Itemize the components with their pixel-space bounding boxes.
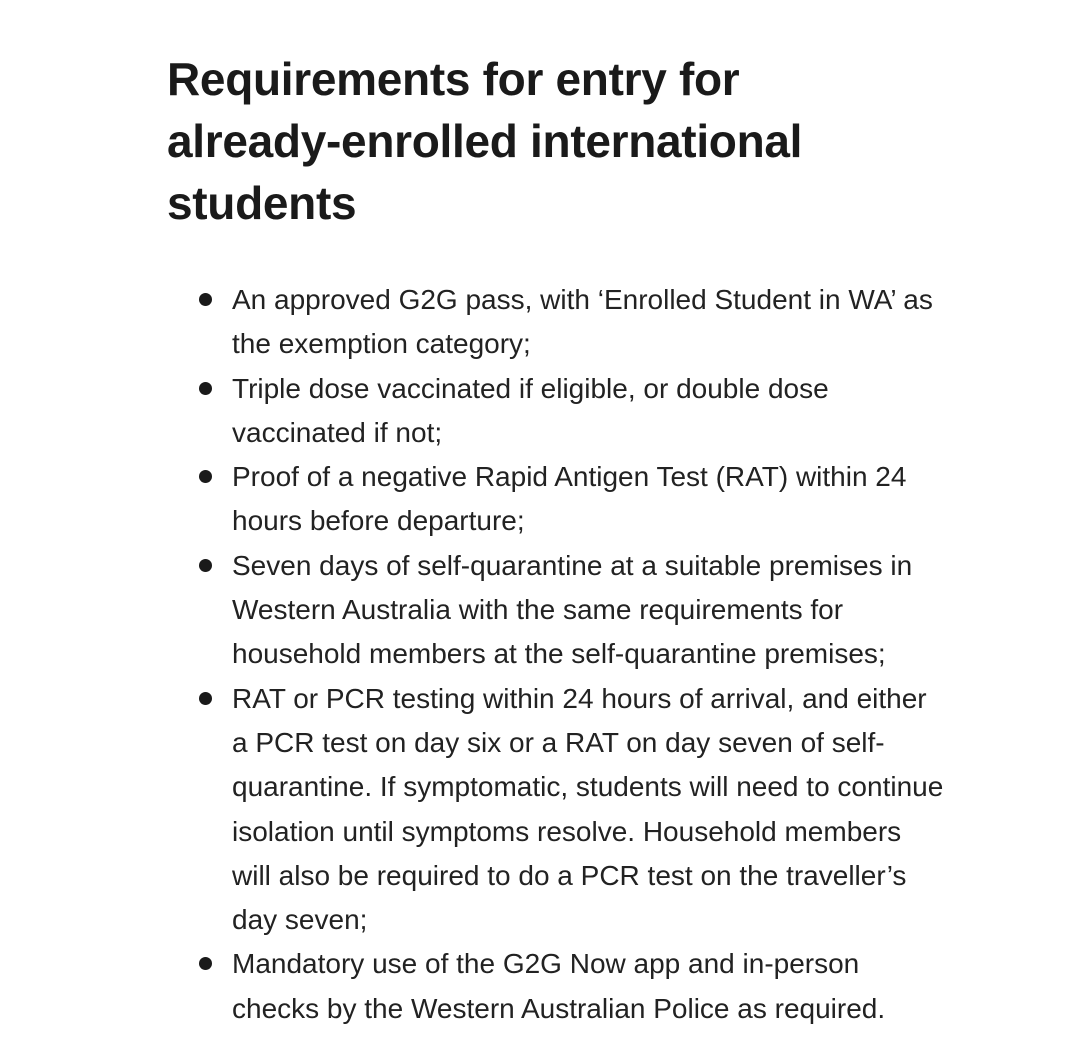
list-item bbox=[199, 367, 947, 456]
bullet-icon bbox=[199, 692, 212, 705]
bullet-icon bbox=[199, 293, 212, 306]
list-item bbox=[199, 942, 947, 1031]
bullet-icon bbox=[199, 957, 212, 970]
requirements-list bbox=[199, 278, 947, 1031]
list-item bbox=[199, 677, 947, 943]
bullet-icon bbox=[199, 559, 212, 572]
bullet-icon bbox=[199, 382, 212, 395]
list-item-text: Triple dose vaccinated if eligible, or double dose vaccinated if not; bbox=[232, 372, 829, 448]
list-item-text: An approved G2G pass, with ‘Enrolled Student in WA’ as the exemption category; bbox=[232, 284, 933, 360]
list-item bbox=[199, 455, 947, 544]
page-title: Requirements for entry for already-enrolled international students bbox=[167, 53, 803, 229]
list-item-text: Proof of a negative Rapid Antigen Test (RAT) within 24 hours before departure; bbox=[232, 461, 907, 537]
list-item bbox=[199, 544, 947, 677]
list-item-text: Mandatory use of the G2G Now app and in-person checks by the Western Australian Police as required. bbox=[232, 948, 886, 1024]
article bbox=[167, 48, 967, 1024]
list-item bbox=[199, 278, 947, 367]
bullet-icon bbox=[199, 470, 212, 483]
list-item-text: Seven days of self-quarantine at a suitable premises in Western Australia with the same requirements for household members at the self-quarantine premises; bbox=[232, 549, 913, 670]
list-item-text: RAT or PCR testing within 24 hours of arrival, and either a PCR test on day six or a RAT on day seven of self-quarantine. If symptomatic, students will need to continue isolation until symptoms resolve. Household members will also be required to do a PCR test on the traveller’s day seven; bbox=[232, 682, 944, 936]
